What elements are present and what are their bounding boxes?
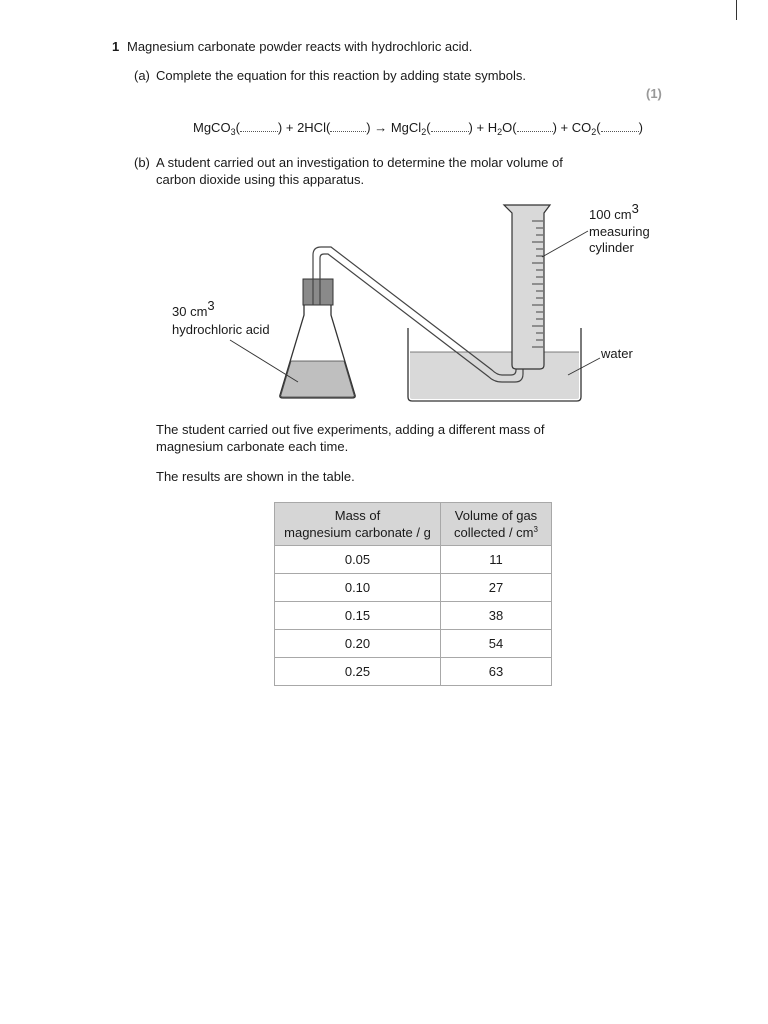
cell-mass: 0.10	[275, 574, 441, 602]
state-symbol-blank-co2[interactable]	[601, 120, 639, 132]
eq-text: ) + CO	[552, 120, 592, 135]
hydrochloric-acid-liquid	[281, 361, 355, 397]
cell-mass: 0.15	[275, 602, 441, 630]
part-b-label: (b)	[134, 155, 150, 170]
table-row	[275, 602, 552, 630]
table-row	[275, 546, 552, 574]
measuring-cylinder	[504, 205, 550, 369]
part-a-text: Complete the equation for this reaction by adding state symbols.	[156, 68, 526, 83]
eq-subscript: 2	[591, 127, 597, 137]
margin-line	[736, 0, 737, 20]
cylinder-leader-line	[542, 231, 588, 257]
header-mass	[275, 503, 441, 546]
cell-volume: 38	[441, 602, 552, 630]
header-volume-line1: Volume of gas	[454, 508, 538, 523]
acid-name-label: hydrochloric acid	[172, 322, 270, 337]
header-volume-line2: collected / $cm^3$	[454, 525, 538, 540]
acid-leader-line	[230, 340, 298, 382]
table-row	[275, 574, 552, 602]
eq-text: O(	[502, 120, 517, 135]
eq-text: (	[426, 120, 431, 135]
paragraph-results: The results are shown in the table.	[156, 469, 355, 484]
results-table	[274, 502, 552, 686]
table-header-row	[275, 503, 552, 546]
part-a-label: (a)	[134, 68, 150, 83]
cell-volume: 54	[441, 630, 552, 658]
part-b-text-line1: A student carried out an investigation to determine the molar volume of	[156, 155, 563, 170]
eq-text: )	[638, 120, 643, 135]
apparatus-diagram	[150, 195, 670, 405]
cell-mass: 0.20	[275, 630, 441, 658]
acid-volume-label: 30 cm3	[172, 298, 215, 319]
paragraph-experiments-line2: magnesium carbonate each time.	[156, 439, 349, 454]
eq-text: (	[235, 120, 240, 135]
paragraph-experiments-line1: The student carried out five experiments, adding a different mass of	[156, 422, 545, 437]
trough-water	[410, 352, 579, 399]
rubber-bung	[303, 279, 333, 305]
water-label: water	[601, 346, 633, 361]
cylinder-volume-label: 100 cm3	[589, 201, 639, 222]
cell-volume: 63	[441, 658, 552, 686]
state-symbol-blank-mgcl2[interactable]	[431, 120, 469, 132]
marks-label: (1)	[646, 86, 662, 101]
state-symbol-blank-h2o[interactable]	[517, 120, 553, 132]
part-b-text-line2: carbon dioxide using this apparatus.	[156, 172, 365, 187]
question-text: Magnesium carbonate powder reacts with hydrochloric acid.	[127, 39, 473, 54]
cell-volume: 11	[441, 546, 552, 574]
cylinder-label-line2: measuring	[589, 224, 650, 239]
eq-text: ) + H	[468, 120, 498, 135]
eq-text: ) → MgCl	[366, 120, 422, 135]
eq-subscript: 2	[421, 127, 427, 137]
eq-text: MgCO	[193, 120, 231, 135]
state-symbol-blank-hcl[interactable]	[330, 120, 366, 132]
eq-subscript: 2	[497, 127, 503, 137]
header-mass-line1: Mass of	[334, 508, 381, 523]
cell-mass: 0.05	[275, 546, 441, 574]
cell-volume: 27	[441, 574, 552, 602]
question-number: 1	[112, 39, 120, 54]
table-row	[275, 658, 552, 686]
chemical-equation	[193, 119, 643, 136]
header-mass-line2: magnesium carbonate / g	[284, 525, 431, 540]
eq-text: (	[596, 120, 601, 135]
cell-mass: 0.25	[275, 658, 441, 686]
cylinder-label-line3: cylinder	[589, 240, 634, 255]
eq-text: ) + 2HCl(	[277, 120, 331, 135]
eq-subscript: 3	[230, 127, 236, 137]
table-row	[275, 630, 552, 658]
state-symbol-blank-mgco3[interactable]	[240, 120, 278, 132]
header-volume	[441, 503, 552, 546]
